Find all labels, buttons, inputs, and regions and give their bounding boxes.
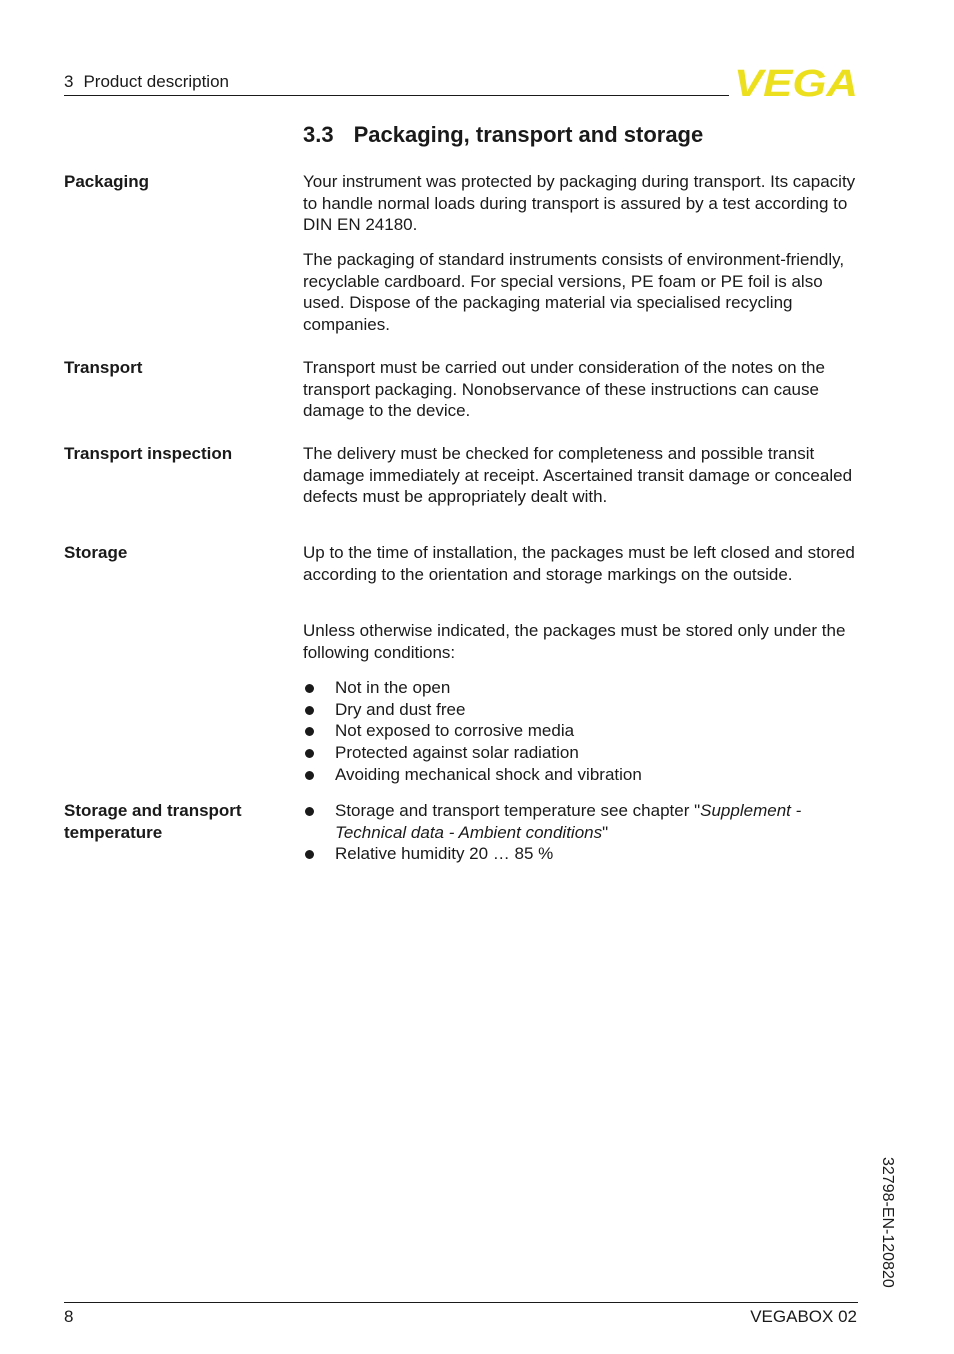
packaging-paragraph-2: The packaging of standard instruments consists of environment-friendly, recyclable cardboard. For special versions, PE foam or PE foil is also used. Dispose of the packaging material via specialised recycling companies.	[303, 250, 845, 335]
list-item	[303, 764, 863, 786]
list-item	[303, 699, 863, 721]
section-title-text: Packaging, transport and storage	[353, 122, 704, 147]
list-item-text: Dry and dust free	[335, 699, 466, 719]
storage-label: Storage	[64, 543, 128, 562]
bullet-icon	[305, 850, 314, 859]
section-number: 3.3	[303, 122, 334, 147]
list-item	[303, 843, 863, 865]
storage-temperature-list	[303, 800, 863, 865]
product-name: VEGABOX 02	[750, 1307, 857, 1326]
storage-temperature-label-line1: Storage and transport	[64, 801, 242, 820]
list-item-text: Not exposed to corrosive media	[335, 721, 575, 741]
bullet-icon	[305, 807, 314, 816]
storage-temperature-label	[64, 800, 284, 844]
list-item	[303, 720, 863, 742]
list-item	[303, 742, 863, 764]
bullet-icon	[305, 771, 314, 780]
bullet-icon	[305, 684, 314, 693]
transport-inspection-paragraph: The delivery must be checked for completeness and possible transit damage immediately at receipt. Ascertained transit damage or concealed defects must be appropriately dealt with.	[303, 444, 853, 507]
transport-paragraph: Transport must be carried out under consideration of the notes on the transport packaging. Nonobservance of these instructions can cause damage to the device.	[303, 358, 825, 421]
transport-inspection-label: Transport inspection	[64, 444, 233, 463]
list-item	[303, 677, 863, 699]
storage-conditions-list	[303, 677, 863, 786]
storage-paragraph-2: Unless otherwise indicated, the packages must be stored only under the following conditions:	[303, 621, 846, 662]
temperature-item-suffix: "	[602, 822, 609, 842]
footer-divider	[64, 1302, 858, 1303]
running-header	[64, 72, 229, 92]
page-number: 8	[64, 1307, 74, 1326]
list-item-text: Protected against solar radiation	[335, 743, 579, 763]
section-title	[303, 122, 703, 148]
packaging-paragraph-1: Your instrument was protected by packaging during transport. Its capacity to handle normal loads during transport is assured by a test according to DIN EN 24180.	[303, 172, 856, 235]
header-divider	[64, 95, 729, 96]
list-item	[303, 800, 863, 843]
bullet-icon	[305, 727, 314, 736]
bullet-icon	[305, 749, 314, 758]
bullet-icon	[305, 706, 314, 715]
storage-temperature-label-line2: temperature	[64, 823, 163, 842]
list-item-text: Avoiding mechanical shock and vibration	[335, 764, 642, 784]
temperature-item-prefix: Storage and transport temperature see chapter "	[335, 801, 701, 820]
vega-logo	[733, 64, 859, 100]
chapter-title: Product description	[83, 72, 229, 91]
list-item-text: Not in the open	[335, 678, 451, 697]
chapter-reference: Supplement - Technical data - Ambient conditions	[335, 801, 802, 842]
chapter-number: 3	[64, 72, 74, 91]
packaging-label: Packaging	[64, 172, 150, 191]
humidity-item-text: Relative humidity 20 … 85 %	[335, 844, 554, 864]
document-code: 32798-EN-120820	[879, 1157, 896, 1288]
transport-label: Transport	[64, 358, 143, 377]
storage-paragraph-1: Up to the time of installation, the packages must be left closed and stored according to the orientation and storage markings on the outside.	[303, 543, 855, 584]
vega-logo-text: VEGA	[734, 64, 858, 100]
